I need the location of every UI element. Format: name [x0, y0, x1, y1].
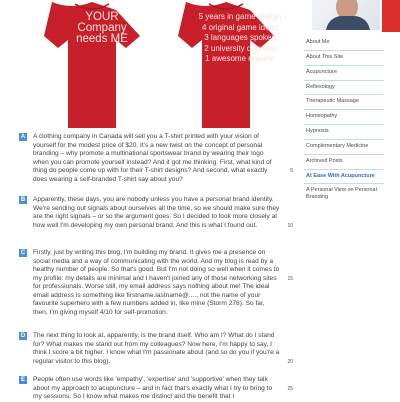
tshirt-right-slogan: 5 years in game design 4 original game ideas 3 languages spoken 2 university degrees 1 awesome resume [198, 12, 282, 63]
sidebar-item-homeopathy[interactable]: Homeopathy [304, 110, 384, 125]
sidebar-item-at-ease-with-acupuncture[interactable]: At Ease With Acupuncture [304, 170, 384, 185]
paragraph-text: Apparently, these days, you are nobody unless you have a personal brand identity. We're sending out signals about ourselves all the time, so we should make sure they are the right signals – or so the argument goes. So I decided to look more closely at how well I'm developing my own personal brand. And this is what I found out. [33, 196, 280, 229]
line-number: 25 [287, 386, 293, 392]
paragraph-marker: E [20, 377, 25, 383]
paragraph-e [20, 376, 293, 402]
line-number: 5 [290, 168, 293, 174]
paragraph-marker: C [20, 250, 26, 256]
paragraph-marker: B [20, 197, 26, 203]
sidebar-item-about-me[interactable]: About Me [304, 36, 384, 51]
paragraph-b [20, 196, 293, 230]
sidebar-item-about-this-site[interactable]: About This Site [304, 51, 384, 66]
accent-bar [382, 0, 400, 32]
paragraph-c [20, 249, 293, 317]
sidebar-nav [304, 36, 384, 201]
sidebar-item-reflexology[interactable]: Reflexology [304, 81, 384, 96]
sidebar-item-archived-posts[interactable]: Archived Posts [304, 155, 384, 170]
paragraph-text: People often use words like 'empathy', 'expertise' and 'supportive' when they talk about my approach to acupuncture – and in fact that's exactly what I try to bring to my sessions. So I know what makes me distinct and the benefit that I [33, 376, 273, 401]
paragraph-text: The next thing to look at, apparently, is the brand itself. Who am I? What do I stand for? What makes me stand out from my colleagues? Now here, I'm happy to say, I think I score a bit higher. I know what I'm passionate about (and so do you if you're a regular visitor to this blog). [33, 332, 280, 365]
tshirt-illustration [22, 0, 292, 130]
sidebar-item-acupuncture[interactable]: Acupuncture [304, 66, 384, 81]
line-number: 15 [287, 276, 293, 282]
paragraph-text: Firstly, just by writing this blog, I'm building my brand. It gives me a presence on social media and a way of communicating with the world. And my blog is read by a healthy number of people. So that's good. But I'm not doing so well when it comes to my profile: my details are minimal and I haven't joined any of those networking sites for professionals. Worse still, my email address says nothing about me! The ideal email address is something like firstname.lastname@...., not the name of your favourite superhero with a few numbers added in, like mine (Storm 278). So far, then, I'm giving myself 4/10 for self-promotion. [33, 249, 280, 316]
sidebar-item-hypnosis[interactable]: Hypnosis [304, 125, 384, 140]
paragraph-d [20, 332, 293, 366]
author-photo [312, 0, 380, 30]
line-number: 20 [287, 359, 293, 365]
paragraph-marker: D [20, 333, 26, 339]
paragraph-marker: A [20, 134, 26, 140]
sidebar-item-personal-branding[interactable]: A Personal View on Personal Branding [306, 187, 377, 201]
paragraph-text: A clothing company in Canada will sell you a T-shirt printed with your vision of yourself for the modest price of $20. It's a new twist on the concept of personal branding – why promote a multinational sportswear brand by wearing their logo when you can promote yourself instead? And it got me thinking. First, what kind of thing do people come up with for their T-shirt designs? And second, what exactly does wearing a self-branded T-shirt say about you? [33, 133, 272, 183]
paragraph-a [20, 133, 293, 184]
tshirt-left-slogan: YOUR Company needs ME [76, 11, 128, 45]
sidebar-item-complementary-medicine[interactable]: Complementary Medicine [304, 140, 384, 155]
sidebar-item-therapeutic-massage[interactable]: Therapeutic Massage [304, 95, 384, 110]
line-number: 10 [287, 223, 293, 229]
